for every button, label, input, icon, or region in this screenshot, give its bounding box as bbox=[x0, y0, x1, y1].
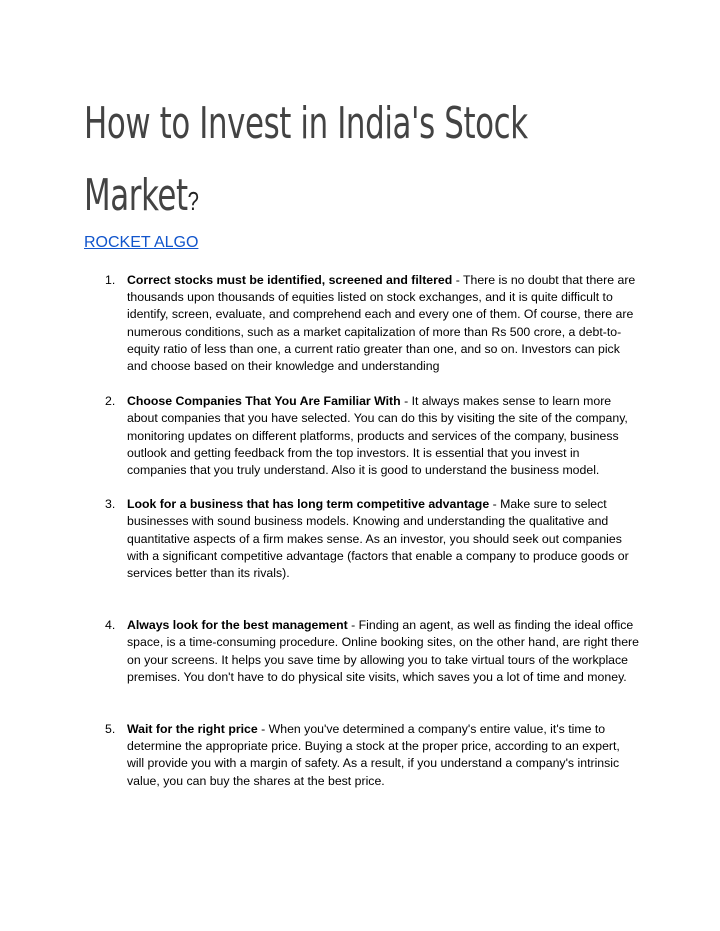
list-item bbox=[84, 496, 640, 582]
title-line-2-text: Market bbox=[84, 170, 188, 221]
step-title: Choose Companies That You Are Familiar With bbox=[127, 394, 401, 409]
step-title: Look for a business that has long term competitive advantage bbox=[127, 497, 490, 512]
step-title: Always look for the best management bbox=[127, 618, 348, 633]
list-item bbox=[84, 272, 640, 375]
step-number: 5. bbox=[105, 722, 116, 737]
rocket-algo-link[interactable]: ROCKET ALGO bbox=[84, 234, 199, 251]
step-number: 1. bbox=[105, 273, 116, 287]
step-number: 2. bbox=[105, 394, 116, 409]
step-text: - It always makes sense to learn more about companies that you have selected. You can do this by visiting the site of the company, monitoring updates on different platforms, products and services of the company, business outlook and getting feedback from the top investors. It is essential that you invest in companies that you truly understand. Also it is good to understand the business model. bbox=[127, 394, 628, 478]
step-text: - Make sure to select businesses with sound business models. Knowing and understanding the qualitative and quantitative aspects of a firm makes sense. As an investor, you should seek out companies with a significant competitive advantage (factors that enable a company to produce goods or services better than its rivals). bbox=[127, 497, 629, 581]
list-item bbox=[84, 721, 640, 790]
title-line-1 bbox=[84, 88, 528, 160]
page-title bbox=[84, 88, 644, 237]
step-text: - There is no doubt that there are thousands upon thousands of equities listed on stock exchanges, and it is quite difficult to identify, screen, evaluate, and comprehend each and every one of them. Of course, there are numerous conditions, such as a market capitalization of more than Rs 500 crore, a debt-to-equity ratio of less than one, a current ratio greater than one, and so on. Investors can pick and choose based on their knowledge and understanding bbox=[127, 273, 636, 374]
steps-list bbox=[84, 272, 640, 790]
step-title: Correct stocks must be identified, screened and filtered bbox=[127, 273, 453, 287]
list-item bbox=[84, 617, 640, 686]
title-question-mark: ? bbox=[187, 186, 199, 216]
step-number: 4. bbox=[105, 618, 116, 633]
title-line-2 bbox=[84, 160, 521, 237]
step-text: - Finding an agent, as well as finding the ideal office space, is a time-consuming procedure. Online booking sites, on the other hand, are right there on your screens. It helps you save time by allowing you to take virtual tours of the workplace premises. You don't have to do physical site visits, which saves you a lot of time and money. bbox=[127, 618, 639, 684]
title-line-1-text: How to Invest in India's Stock bbox=[84, 98, 528, 149]
list-item bbox=[84, 393, 640, 479]
step-title: Wait for the right price bbox=[127, 722, 258, 737]
step-text: - When you've determined a company's entire value, it's time to determine the appropriate price. Buying a stock at the proper price, according to an expert, will provide you with a margin of safety. As a result, if you understand a company's intrinsic value, you can buy the shares at the best price. bbox=[127, 722, 620, 788]
step-number: 3. bbox=[105, 497, 116, 512]
